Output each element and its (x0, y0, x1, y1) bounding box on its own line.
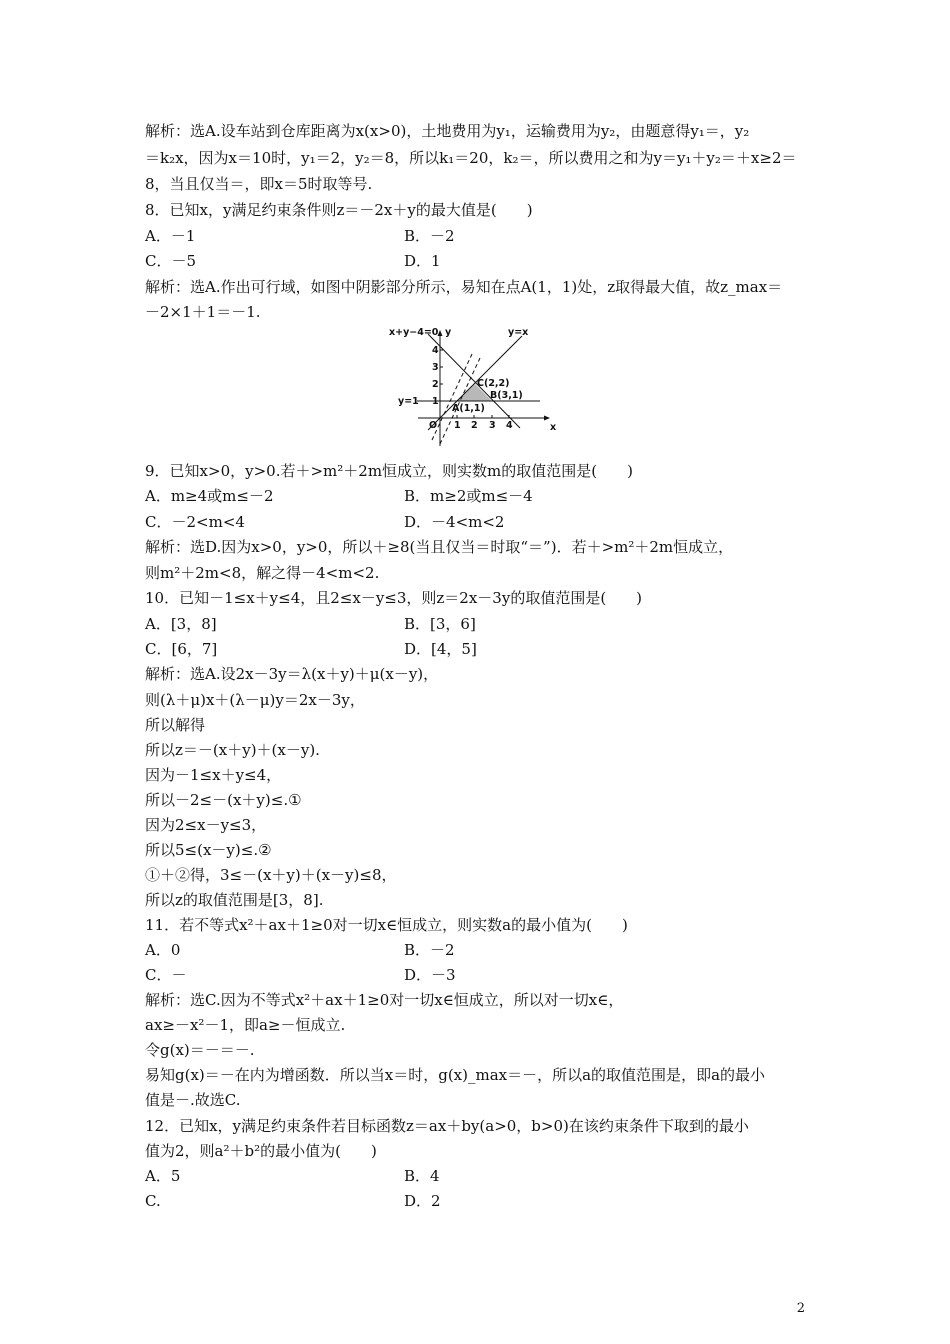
text-line: 解析：选C.因为不等式x²＋ax＋1≥0对一切x∈恒成立，所以对一切x∈， (145, 991, 624, 1009)
text-line: 解析：选A.设车站到仓库距离为x(x>0)，土地费用为y₁，运输费用为y₂，由题意得y₁＝，y₂ (145, 122, 750, 140)
line-label: x+y−4=0 (389, 327, 439, 338)
tick-label: 3 (489, 420, 496, 431)
option-b: B．－2 (404, 941, 455, 959)
x-axis-label: x (550, 422, 557, 433)
option-b: B．－2 (404, 227, 455, 245)
text-line: 所以z的取值范围是[3，8]. (145, 891, 324, 909)
text-line: 因为2≤x－y≤3， (145, 816, 267, 834)
tick-label: 4 (506, 420, 513, 431)
point-label: A(1,1) (452, 403, 485, 414)
option-c: C．[6，7] (145, 640, 218, 658)
text-line: ①＋②得，3≤－(x＋y)＋(x－y)≤8， (145, 866, 397, 884)
text-line: 则(λ＋μ)x＋(λ－μ)y＝2x－3y， (145, 691, 365, 709)
option-d: D．1 (404, 252, 441, 270)
option-b: B．[3，6] (404, 615, 476, 633)
tick-label: 4 (432, 345, 439, 356)
option-a: A．5 (145, 1167, 181, 1185)
text-line: 值是－.故选C. (145, 1091, 241, 1109)
tick-label: 2 (432, 379, 439, 390)
text-line: 所以－2≤－(x＋y)≤.① (145, 791, 302, 809)
option-d: D．－4<m<2 (404, 513, 505, 531)
page-number: 2 (796, 1301, 805, 1316)
point-label: B(3,1) (490, 390, 523, 401)
option-c: C．－2<m<4 (145, 513, 245, 531)
origin-label: O (429, 420, 438, 431)
text-line: 则m²＋2m<8，解之得－4<m<2. (145, 564, 380, 582)
point-label: C(2,2) (477, 378, 510, 389)
option-a: A．[3，8] (145, 615, 217, 633)
text-line: 易知g(x)＝－在内为增函数．所以当x＝时，g(x)_max＝－，所以a的取值范围是，即a的最小 (145, 1066, 766, 1084)
text-line: 因为－1≤x＋y≤4， (145, 766, 282, 784)
tick-label: 3 (432, 362, 439, 373)
line-label: y=x (508, 327, 529, 338)
option-b: B．m≥2或m≤－4 (404, 487, 533, 505)
tick-label: 1 (454, 420, 461, 431)
text-line: 解析：选A.作出可行域，如图中阴影部分所示，易知在点A(1，1)处，z取得最大值，故z_max＝ (145, 278, 783, 296)
text-line: 令g(x)＝－＝－. (145, 1041, 255, 1059)
option-d: D．－3 (404, 966, 456, 984)
question-11: 11．若不等式x²＋ax＋1≥0对一切x∈恒成立，则实数a的最小值为( ) (145, 916, 628, 934)
text-line: 8，当且仅当＝，即x＝5时取等号. (145, 175, 373, 193)
option-d: D．[4，5] (404, 640, 477, 658)
option-c: C. (145, 1192, 161, 1210)
option-a: A．－1 (145, 227, 196, 245)
option-b: B．4 (404, 1167, 440, 1185)
line-label: y=1 (398, 396, 419, 407)
text-line: 解析：选A.设2x－3y＝λ(x＋y)＋μ(x－y)， (145, 665, 439, 683)
text-line: 解析：选D.因为x>0，y>0，所以＋≥8(当且仅当＝时取“＝”)．若＋>m²＋2m恒成立， (145, 538, 734, 556)
option-a: A．0 (145, 941, 181, 959)
question-8: 8．已知x，y满足约束条件则z＝－2x＋y的最大值是( ) (145, 201, 533, 219)
text-line: －2×1＋1＝－1. (145, 303, 261, 321)
option-c: C．－ (145, 966, 187, 984)
option-d: D．2 (404, 1192, 441, 1210)
feasible-region-figure (388, 322, 560, 448)
tick-label: 1 (432, 396, 439, 407)
option-c: C．－5 (145, 252, 197, 270)
tick-label: 2 (471, 420, 478, 431)
text-line: 值为2，则a²＋b²的最小值为( ) (145, 1142, 377, 1160)
option-a: A．m≥4或m≤－2 (145, 487, 274, 505)
text-line: 所以5≤(x－y)≤.② (145, 841, 272, 859)
text-line: ax≥－x²－1，即a≥－恒成立. (145, 1016, 346, 1034)
text-line: 所以z＝－(x＋y)＋(x－y). (145, 741, 320, 759)
question-12: 12．已知x，y满足约束条件若目标函数z＝ax＋by(a>0，b>0)在该约束条件下取到的最小 (145, 1117, 749, 1135)
question-9: 9．已知x>0，y>0.若＋>m²＋2m恒成立，则实数m的取值范围是( ) (145, 462, 633, 480)
text-line: 所以解得 (145, 716, 206, 734)
question-10: 10．已知－1≤x＋y≤4，且2≤x－y≤3，则z＝2x－3y的取值范围是( ) (145, 589, 643, 607)
text-line: ＝k₂x，因为x＝10时，y₁＝2，y₂＝8，所以k₁＝20，k₂＝，所以费用之和为y＝y₁＋y₂＝＋x≥2＝ (145, 149, 797, 167)
y-axis-label: y (445, 327, 452, 338)
